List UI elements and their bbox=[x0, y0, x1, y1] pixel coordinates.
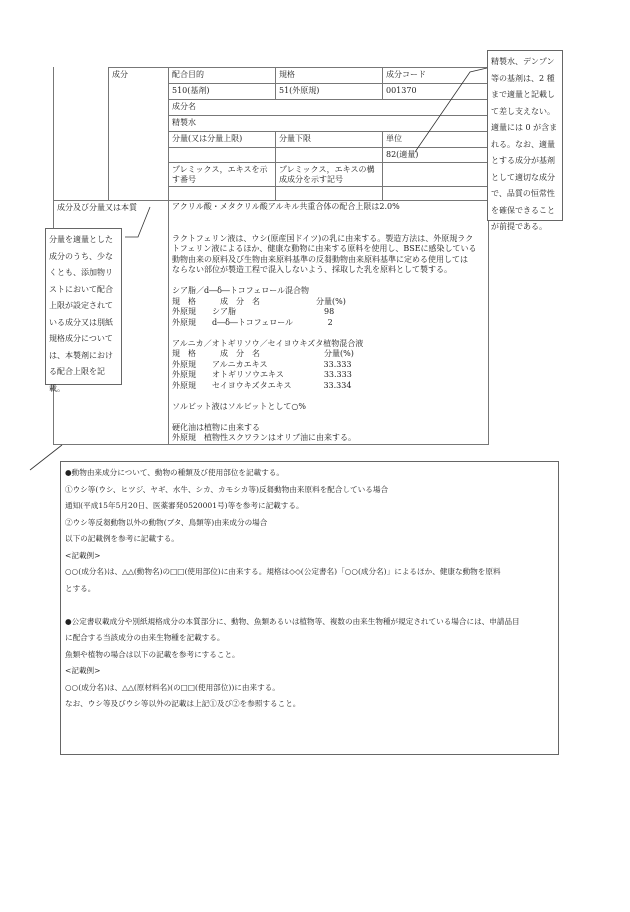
essence-line: 硬化油は植物に由来する bbox=[172, 422, 260, 432]
bottom-note-line: ②ウシ等反芻動物以外の動物(ブタ、鳥類等)由来成分の場合 bbox=[65, 517, 268, 527]
bottom-note-line: ○○(成分名)は、△△(原材料名)(の□□(使用部位))に由来する。 bbox=[65, 682, 280, 692]
essence-line: 規 格 成 分 名 分量(%) bbox=[172, 349, 354, 358]
premix-number-header: プレミックス，エキスを示す番号 bbox=[168, 162, 275, 186]
name-value: 精製水 bbox=[168, 115, 489, 131]
essence-label: 成分及び分量又は本質 bbox=[53, 200, 168, 445]
header-standard: 規格 bbox=[275, 67, 382, 83]
essence-line: アルニカ／オトギリソウ／セイヨウキズタ植物混合液 bbox=[172, 338, 364, 348]
right-callout: 精製水、デンプン等の基剤は、2 種まで適量と記載して差し支えない。適量には 0 が含まれる。なお、適量とする成分が基剤として適切な成分で、品質の恒常性を確保できることが前提である。 bbox=[487, 50, 563, 221]
essence-line: 外原規 アルニカエキス 33.333 bbox=[172, 359, 352, 369]
essence-line: トフェリン液によるほか、健康な動物に由来する原料を使用し、BSEに感染している bbox=[172, 244, 477, 253]
bottom-note-line: <記載例> bbox=[65, 666, 101, 675]
essence-line: 外原規 d―δ―トコフェロール 2 bbox=[172, 317, 333, 327]
bottom-note-line: ○○(成分名)は、△△(動物名)の□□(使用部位)に由来する。規格は◇◇(公定書名)「○○(成分名)」によるほか、健康な動物を原料 bbox=[65, 567, 501, 576]
bottom-note-line: <記載例> bbox=[65, 550, 101, 560]
header-purpose: 配合目的 bbox=[168, 67, 275, 83]
essence-line: 外原規 オトギリソウエキス 33.333 bbox=[172, 370, 352, 379]
essence-line: 外原規 シア脂 98 bbox=[172, 307, 335, 316]
bottom-note-line: ①ウシ等(ウシ、ヒツジ、ヤギ、水牛、シカ、カモシカ等)反芻動物由来原料を配合している場合 bbox=[65, 484, 389, 494]
essence-line: 動物由来の原料及び生物由来原料基準の反芻動物由来原料基準に定める使用しては bbox=[172, 254, 468, 264]
qty-header-upper: 分量(又は分量上限) bbox=[168, 131, 275, 147]
value-standard: 51(外原規) bbox=[275, 83, 382, 99]
essence-line: ラクトフェリン液は、ウシ(原産国ドイツ)の乳に由来する。製造方法は、外原規ラク bbox=[172, 233, 474, 243]
premix-symbol-header: プレミックス，エキスの構成成分を示す記号 bbox=[275, 162, 382, 186]
bottom-note-line: ●公定書収載成分や別紙規格成分の本質部分に、動物、魚類あるいは植物等、複数の由来生物種が規定されている場合には、申請品目 bbox=[65, 616, 520, 626]
name-label: 成分名 bbox=[168, 99, 489, 115]
essence-line: 規 格 成 分 名 分量(%) bbox=[172, 296, 346, 306]
section-label: 成分 bbox=[108, 67, 168, 200]
bottom-note-line: ●動物由来成分について、動物の種類及び使用部位を記載する。 bbox=[65, 468, 284, 477]
essence-line: アクリル酸・メタクリル酸アルキル共重合体の配合上限は2.0% bbox=[172, 202, 400, 211]
essence-line: 外原規 植物性スクワランはオリブ油に由来する。 bbox=[172, 433, 356, 442]
qty-value-unit: 82(適量) bbox=[382, 147, 489, 162]
value-code: 001370 bbox=[382, 83, 489, 99]
bottom-note-line: とする。 bbox=[65, 583, 96, 593]
left-callout: 分量を適量とした成分のうち、少なくとも、添加物リストにおいて配合上限が設定されている成分又は別紙規格成分については、本製剤における配合上限を記載。 bbox=[45, 228, 122, 385]
bottom-note-line: に配合する当該成分の由来生物種を記載する。 bbox=[65, 633, 225, 642]
bottom-note-line: 以下の記載例を参考に記載する。 bbox=[65, 534, 179, 543]
bottom-note-line: なお、ウシ等及びウシ等以外の記載は上記①及び②を参照すること。 bbox=[65, 699, 301, 708]
essence-line: 外原規 セイヨウキズタエキス 33.334 bbox=[172, 380, 352, 390]
header-code: 成分コード bbox=[382, 67, 489, 83]
qty-header-unit: 単位 bbox=[382, 131, 489, 147]
essence-line: シア脂／d―δ―トコフェロール混合物 bbox=[172, 286, 310, 295]
qty-header-lower: 分量下限 bbox=[275, 131, 382, 147]
bottom-note-line: 通知(平成15年5月20日、医薬審発0520001号)等を参考に記載する。 bbox=[65, 501, 304, 510]
essence-line: ならない部位が製造工程で混入しないよう、採取した乳を原料として製する。 bbox=[172, 265, 452, 274]
essence-line: ソルビット液はソルビットとして○% bbox=[172, 401, 306, 411]
value-purpose: 510(基剤) bbox=[168, 83, 275, 99]
bottom-note-line: 魚類や植物の場合は以下の記載を参考にすること。 bbox=[65, 649, 240, 659]
